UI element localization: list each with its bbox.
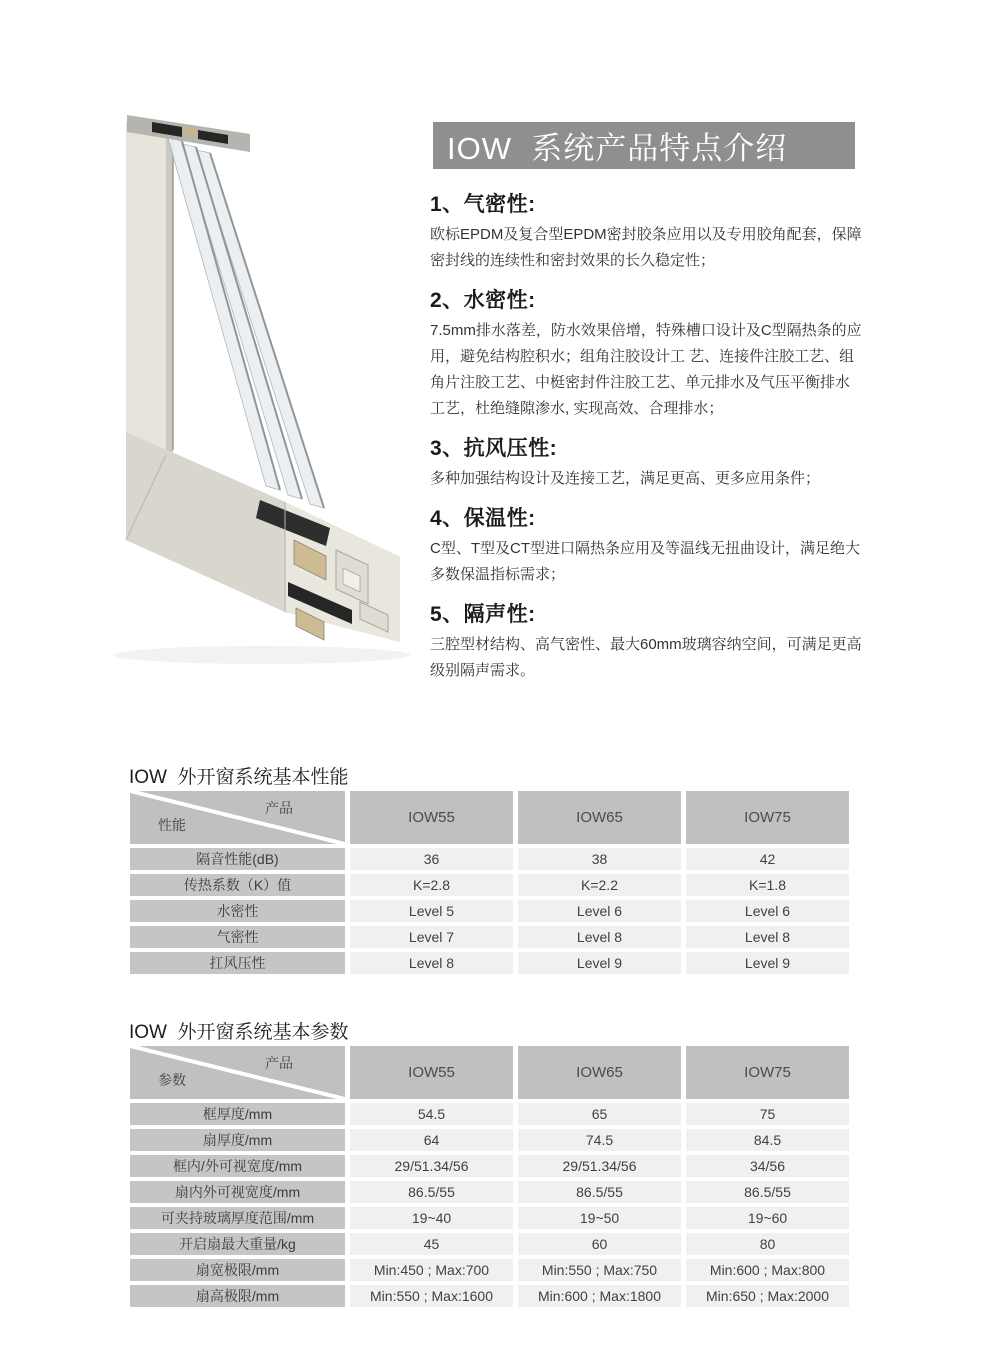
feature-body: 三腔型材结构、高气密性、最大60mm玻璃容纳空间，可满足更高级别隔声需求。 — [430, 636, 862, 679]
table-row — [130, 1285, 849, 1307]
cell-value: 60 — [518, 1233, 681, 1255]
cell-value: 19~50 — [518, 1207, 681, 1229]
cell-value: Min:550 ; Max:1600 — [350, 1285, 513, 1307]
table-row — [130, 926, 849, 948]
corner-label-axis: 参数 — [158, 1072, 186, 1088]
feature-list — [430, 192, 863, 698]
cell-value: 84.5 — [686, 1129, 849, 1151]
parameter-table-title: IOW 外开窗系统基本参数 — [129, 1022, 349, 1043]
feature-body: 多种加强结构设计及连接工艺，满足更高、更多应用条件； — [430, 470, 821, 487]
table-header-row — [130, 1046, 849, 1099]
row-label: 隔音性能(dB) — [130, 848, 345, 870]
row-label: 传热系数（K）值 — [130, 874, 345, 896]
column-header: IOW75 — [686, 1046, 849, 1099]
table-row — [130, 952, 849, 974]
table-row — [130, 1155, 849, 1177]
row-label: 开启扇最大重量/kg — [130, 1233, 345, 1255]
row-label: 扛风压性 — [130, 952, 345, 974]
feature-body: 7.5mm排水落差，防水效果倍增，特殊槽口设计及C型隔热条的应用，避免结构腔积水；组角注胶设计工 艺、连接件注胶工艺、组角片注胶工艺、中梃密封件注胶工艺、单元排水及气压平衡排水工艺，杜绝缝隙渗水, 实现高效、合理排水； — [430, 322, 862, 417]
cell-value: 75 — [686, 1103, 849, 1125]
cell-value: Min:550 ; Max:750 — [518, 1259, 681, 1281]
column-header: IOW65 — [518, 1046, 681, 1099]
feature-heading: 5、隔声性: — [430, 603, 536, 626]
table-body — [130, 1103, 849, 1307]
row-label: 框内/外可视宽度/mm — [130, 1155, 345, 1177]
cell-value: Level 9 — [518, 952, 681, 974]
cell-value: Min:600 ; Max:1800 — [518, 1285, 681, 1307]
row-label: 框厚度/mm — [130, 1103, 345, 1125]
feature-section — [430, 436, 863, 492]
cell-value: Min:450 ; Max:700 — [350, 1259, 513, 1281]
corner-label-axis: 性能 — [158, 817, 186, 833]
cell-value: 64 — [350, 1129, 513, 1151]
table-row — [130, 1233, 849, 1255]
title-banner — [433, 122, 855, 169]
cell-value: 74.5 — [518, 1129, 681, 1151]
cell-value: Min:600 ; Max:800 — [686, 1259, 849, 1281]
row-label: 气密性 — [130, 926, 345, 948]
cell-value: 42 — [686, 848, 849, 870]
corner-label-product: 产品 — [265, 1055, 293, 1071]
column-header: IOW75 — [686, 791, 849, 844]
parameter-table — [130, 1046, 849, 1307]
cell-value: Level 8 — [518, 926, 681, 948]
corner-label-product: 产品 — [265, 800, 293, 816]
cell-value: Level 5 — [350, 900, 513, 922]
table-row — [130, 1259, 849, 1281]
table-row — [130, 1129, 849, 1151]
feature-section — [430, 506, 863, 588]
cell-value: 45 — [350, 1233, 513, 1255]
cell-value: 19~40 — [350, 1207, 513, 1229]
column-header: IOW65 — [518, 791, 681, 844]
table-row — [130, 874, 849, 896]
feature-heading: 2、水密性: — [430, 289, 536, 312]
feature-section — [430, 288, 863, 422]
page-title: IOW 系统产品特点介绍 — [447, 131, 788, 166]
window-profile-illustration — [112, 110, 412, 705]
table-row — [130, 1103, 849, 1125]
cell-value: Level 7 — [350, 926, 513, 948]
column-header: IOW55 — [350, 791, 513, 844]
cell-value: 86.5/55 — [350, 1181, 513, 1203]
cell-value: Level 6 — [518, 900, 681, 922]
cell-value: 86.5/55 — [518, 1181, 681, 1203]
table-body — [130, 848, 849, 974]
cell-value: 29/51.34/56 — [350, 1155, 513, 1177]
cell-value: 86.5/55 — [686, 1181, 849, 1203]
table-row — [130, 848, 849, 870]
row-label: 可夹持玻璃厚度范围/mm — [130, 1207, 345, 1229]
cell-value: 29/51.34/56 — [518, 1155, 681, 1177]
cell-value: Min:650 ; Max:2000 — [686, 1285, 849, 1307]
cell-value: Level 8 — [350, 952, 513, 974]
row-label: 扇高极限/mm — [130, 1285, 345, 1307]
feature-section — [430, 602, 863, 684]
performance-table-title: IOW 外开窗系统基本性能 — [129, 767, 349, 788]
corner-cell — [130, 791, 345, 844]
cell-value: 19~60 — [686, 1207, 849, 1229]
cell-value: Level 6 — [686, 900, 849, 922]
cell-value: K=2.2 — [518, 874, 681, 896]
feature-heading: 3、抗风压性: — [430, 437, 558, 460]
cell-value: 80 — [686, 1233, 849, 1255]
cell-value: 36 — [350, 848, 513, 870]
row-label: 扇厚度/mm — [130, 1129, 345, 1151]
table-row — [130, 1181, 849, 1203]
cell-value: 38 — [518, 848, 681, 870]
cell-value: 54.5 — [350, 1103, 513, 1125]
cell-value: Level 8 — [686, 926, 849, 948]
feature-heading: 1、气密性: — [430, 193, 536, 216]
row-label: 水密性 — [130, 900, 345, 922]
table-row — [130, 900, 849, 922]
cell-value: 34/56 — [686, 1155, 849, 1177]
row-label: 扇内外可视宽度/mm — [130, 1181, 345, 1203]
corner-cell — [130, 1046, 345, 1099]
column-header: IOW55 — [350, 1046, 513, 1099]
feature-body: 欧标EPDM及复合型EPDM密封胶条应用以及专用胶角配套，保障密封线的连续性和密封效果的长久稳定性； — [430, 226, 862, 269]
table-header-row — [130, 791, 849, 844]
row-label: 扇宽极限/mm — [130, 1259, 345, 1281]
cell-value: Level 9 — [686, 952, 849, 974]
cell-value: 65 — [518, 1103, 681, 1125]
feature-body: C型、T型及CT型进口隔热条应用及等温线无扭曲设计，满足绝大多数保温指标需求； — [430, 540, 860, 583]
cell-value: K=1.8 — [686, 874, 849, 896]
product-photo — [112, 110, 412, 705]
cell-value: K=2.8 — [350, 874, 513, 896]
feature-section — [430, 192, 863, 274]
performance-table — [130, 791, 849, 974]
feature-heading: 4、保温性: — [430, 507, 536, 530]
table-row — [130, 1207, 849, 1229]
